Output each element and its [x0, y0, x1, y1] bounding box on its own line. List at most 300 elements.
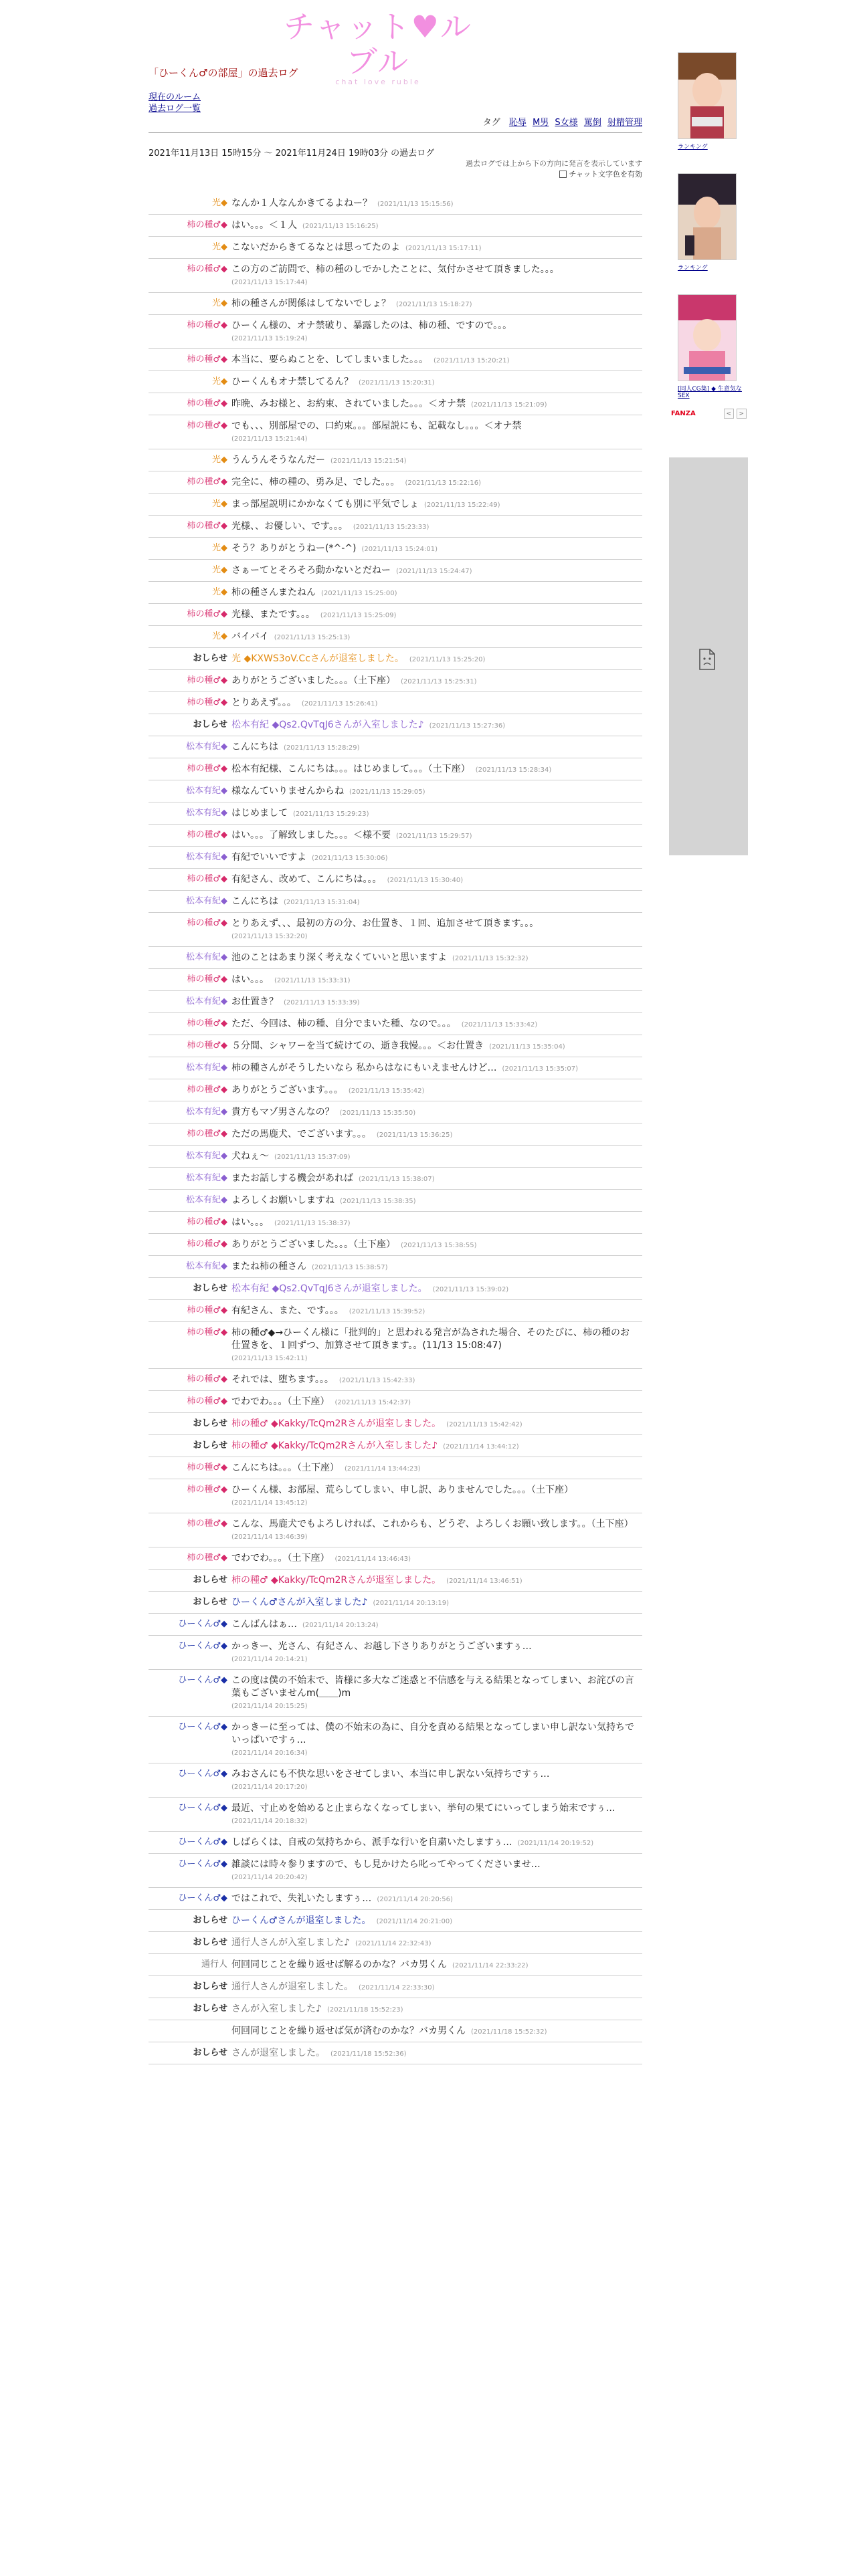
chat-message — [149, 1636, 642, 1670]
timestamp: (2021/11/13 15:29:57) — [396, 833, 472, 840]
site-logo[interactable] — [281, 9, 475, 86]
message-text: 最近、寸止めを始めると止まらなくなってしまい、挙句の果てにいってしまう始末ですぅ… — [231, 1803, 615, 1814]
notice-label: おしらせ — [193, 1937, 227, 1947]
message-body — [231, 1062, 642, 1075]
broken-image-icon — [698, 649, 716, 670]
message-text: 松本有紀 ◆Qs2.QvTqJ6さんが退室しました。 — [231, 1283, 427, 1294]
timestamp: (2021/11/13 15:39:52) — [349, 1308, 425, 1315]
message-text: 犬ねぇ〜 — [231, 1151, 269, 1162]
timestamp: (2021/11/14 13:44:12) — [443, 1443, 519, 1451]
message-text: この方のご訪問で、柿の種のしでかしたことに、気付かさせて頂きました。。。 — [231, 264, 559, 275]
timestamp: (2021/11/13 15:30:40) — [387, 877, 464, 884]
speaker-name: 柿の種♂◆ — [187, 1485, 227, 1495]
chat-message — [149, 1123, 642, 1146]
notice-label: おしらせ — [193, 720, 227, 730]
speaker-name: 光◆ — [212, 543, 227, 553]
chat-message — [149, 1547, 642, 1570]
message-text: はい。。。 — [231, 974, 269, 985]
message-body — [231, 653, 642, 666]
message-body — [231, 895, 642, 909]
timestamp: (2021/11/13 15:25:20) — [409, 656, 486, 663]
timestamp: (2021/11/13 15:42:42) — [446, 1421, 522, 1428]
ad-illustration-icon — [678, 295, 736, 381]
timestamp: (2021/11/13 15:42:11) — [231, 1355, 308, 1362]
speaker-name: 柿の種♂◆ — [187, 399, 227, 409]
timestamp: (2021/11/14 20:13:19) — [373, 1600, 450, 1607]
message-text: みおさんにも不快な思いをさせてしまい、本当に申し訳ない気持ちですぅ… — [231, 1769, 550, 1780]
chat-message — [149, 969, 642, 991]
chat-color-toggle[interactable] — [559, 169, 642, 179]
chat-message — [149, 802, 642, 825]
chat-message — [149, 869, 642, 891]
timestamp: (2021/11/13 15:38:37) — [274, 1220, 351, 1227]
message-text: 何回同じことを繰り返せば解るのかな？バカ男くん — [231, 1959, 447, 1970]
ad-placeholder[interactable] — [669, 457, 748, 855]
speaker-name: ひーくん♂◆ — [178, 1803, 227, 1813]
speaker-name: 柿の種♂◆ — [187, 609, 227, 619]
message-body — [231, 263, 642, 289]
timestamp: (2021/11/18 15:52:23) — [326, 2006, 403, 2014]
speaker-name: 松本有紀◆ — [186, 1151, 227, 1161]
chat-message — [149, 1234, 642, 1256]
chat-message — [149, 1035, 642, 1057]
chat-message — [149, 1763, 642, 1798]
message-body — [231, 197, 642, 211]
speaker-name: 光◆ — [212, 455, 227, 465]
ad-caption[interactable]: ランキング — [678, 144, 708, 150]
timestamp: (2021/11/13 15:18:27) — [396, 301, 472, 308]
message-text: ただの馬鹿犬、でございます。。。 — [231, 1129, 371, 1140]
timestamp: (2021/11/13 15:38:07) — [359, 1176, 435, 1183]
timestamp: (2021/11/13 15:32:32) — [452, 955, 529, 962]
message-text: 昨晩、みお様と、お約束、されていました。。。＜オナ禁 — [231, 399, 466, 409]
chat-message — [149, 560, 642, 582]
chat-message — [149, 1278, 642, 1300]
timestamp: (2021/11/14 13:46:39) — [231, 1533, 308, 1541]
speaker-name: 柿の種♂◆ — [187, 1374, 227, 1384]
speaker-name: 松本有紀◆ — [186, 742, 227, 752]
message-body — [231, 1172, 642, 1186]
message-text: 通行人さんが入室しました♪ — [231, 1937, 350, 1948]
timestamp: (2021/11/13 15:35:07) — [502, 1065, 578, 1073]
tag-link[interactable]: 罵倒 — [583, 118, 601, 128]
chat-message — [149, 582, 642, 604]
speaker-name: 柿の種♂◆ — [187, 918, 227, 928]
tag-link[interactable]: S女様 — [555, 118, 578, 128]
timestamp: (2021/11/14 20:21:00) — [376, 1918, 453, 1925]
timestamp: (2021/11/13 15:21:09) — [471, 401, 547, 409]
timestamp: (2021/11/13 15:24:01) — [361, 546, 438, 553]
message-body — [231, 1484, 642, 1509]
message-text: またね柿の種さん — [231, 1261, 306, 1272]
chat-log — [149, 193, 642, 2064]
notice-label: おしらせ — [193, 1418, 227, 1428]
message-text: ひーくんもオナ禁してるん？ — [231, 377, 353, 387]
speaker-name: 光◆ — [212, 242, 227, 252]
speaker-name: 柿の種♂◆ — [187, 974, 227, 984]
message-body — [231, 241, 642, 255]
next-button[interactable]: > — [737, 409, 747, 419]
message-body — [231, 376, 642, 389]
speaker-name: 松本有紀◆ — [186, 786, 227, 796]
message-body — [231, 609, 642, 622]
prev-button[interactable]: < — [724, 409, 734, 419]
message-text: 雑談には時々参りますので、もし見かけたら叱ってやってくださいませ… — [231, 1859, 541, 1870]
message-text: 本当に、要らぬことを、してしまいました。。。 — [231, 354, 428, 365]
speaker-name: 柿の種♂◆ — [187, 764, 227, 774]
order-note: 過去ログでは上から下の方向に発言を表示しています — [466, 159, 642, 168]
message-body — [231, 1462, 642, 1475]
timestamp: (2021/11/14 20:17:20) — [231, 1784, 308, 1791]
tag-link[interactable]: 射精管理 — [607, 118, 642, 128]
message-text: とりあえず、、、最初の方の分、お仕置き、１回、追加させて頂きます。。。 — [231, 918, 539, 929]
ad-image[interactable] — [678, 173, 737, 260]
timestamp: (2021/11/14 22:32:43) — [355, 1940, 432, 1947]
chat-message — [149, 1212, 642, 1234]
message-text: まっ部屋説明にかかなくても別に平気でしょ — [231, 499, 419, 510]
notice-label: おしらせ — [193, 1283, 227, 1293]
tags-label: タグ — [482, 118, 500, 128]
chat-message — [149, 1101, 642, 1123]
chat-message — [149, 947, 642, 969]
chat-message — [149, 1168, 642, 1190]
chat-message — [149, 1888, 642, 1910]
message-body — [231, 1305, 642, 1318]
timestamp: (2021/11/13 15:29:23) — [293, 811, 369, 818]
speaker-name: 柿の種♂◆ — [187, 1463, 227, 1473]
timestamp: (2021/11/13 15:32:20) — [231, 933, 308, 940]
timestamp: (2021/11/13 15:35:04) — [489, 1043, 565, 1051]
message-body — [231, 996, 642, 1009]
chat-message — [149, 471, 642, 494]
speaker-name: 柿の種♂◆ — [187, 1553, 227, 1563]
message-body — [231, 1618, 642, 1632]
timestamp: (2021/11/13 15:17:11) — [405, 245, 482, 252]
message-body — [231, 564, 642, 578]
message-text: 柿の種さんが関係はしてないでしょ？ — [231, 298, 391, 309]
message-text: 光様、、お優しい、です。。。 — [231, 521, 348, 532]
timestamp: (2021/11/13 15:23:33) — [353, 524, 430, 531]
tags-row — [149, 115, 642, 128]
message-text: ひーくん♂さんが入室しました♪ — [231, 1597, 368, 1608]
message-text: 様なんていりませんからね — [231, 786, 344, 796]
message-text: ひーくん様、お部屋、荒らしてしまい、申し訳、ありませんでした。。。（土下座） — [231, 1485, 573, 1495]
message-body — [231, 1150, 642, 1164]
message-text: 柿の種♂ ◆Kakky/TcQm2Rさんが退室しました。 — [231, 1418, 442, 1429]
log-list-link[interactable]: 過去ログ一覧 — [149, 104, 201, 114]
speaker-name: 柿の種♂◆ — [187, 264, 227, 274]
chat-message — [149, 1854, 642, 1888]
message-body — [231, 1915, 642, 1928]
speaker-name: 柿の種♂◆ — [187, 1018, 227, 1029]
message-body — [231, 498, 642, 512]
chat-message — [149, 1932, 642, 1954]
ad-caption[interactable]: ランキング — [678, 265, 708, 272]
message-body — [231, 1574, 642, 1588]
notice-label: おしらせ — [193, 1915, 227, 1925]
message-body — [231, 1216, 642, 1230]
chat-message — [149, 604, 642, 626]
notice-label: おしらせ — [193, 653, 227, 663]
chat-message — [149, 1976, 642, 1998]
speaker-name: 柿の種♂◆ — [187, 1217, 227, 1227]
message-body — [231, 1327, 642, 1365]
chat-message — [149, 371, 642, 393]
timestamp: (2021/11/14 22:33:22) — [452, 1962, 529, 1969]
chat-message — [149, 1146, 642, 1168]
message-text: 松本有紀 ◆Qs2.QvTqJ6さんが入室しました♪ — [231, 720, 424, 730]
message-text: ひーくん♂さんが退室しました。 — [231, 1915, 371, 1926]
message-text: ５分間、シャワーを当て続けての、逝き我慢。。。＜お仕置き — [231, 1041, 484, 1051]
message-text: 有紀さん、改めて、こんにちは。。。 — [231, 874, 382, 885]
chat-message — [149, 237, 642, 259]
chat-message — [149, 758, 642, 780]
message-text: 池のことはあまり深く考えなくていいと思いますよ — [231, 952, 447, 963]
message-body — [231, 1239, 642, 1252]
timestamp: (2021/11/13 15:27:36) — [429, 722, 506, 730]
speaker-name: ひーくん♂◆ — [178, 1641, 227, 1651]
timestamp: (2021/11/13 15:38:57) — [312, 1264, 388, 1271]
timestamp: (2021/11/18 15:52:36) — [330, 2050, 407, 2058]
speaker-name: 通行人 — [201, 1959, 227, 1969]
sidebar — [669, 45, 748, 419]
message-text: 有紀さん、また、です。。。 — [231, 1305, 344, 1316]
message-body — [231, 631, 642, 644]
speaker-name: 松本有紀◆ — [186, 1261, 227, 1271]
timestamp: (2021/11/13 15:38:55) — [401, 1242, 477, 1249]
message-body — [231, 851, 642, 865]
timestamp: (2021/11/13 15:25:31) — [401, 678, 477, 685]
message-body — [231, 1836, 642, 1850]
speaker-name: 光◆ — [212, 298, 227, 308]
chat-message — [149, 1256, 642, 1278]
chat-message — [149, 1570, 642, 1592]
message-body — [231, 1596, 642, 1610]
notice-label: おしらせ — [193, 1597, 227, 1607]
speaker-name: 松本有紀◆ — [186, 1063, 227, 1073]
message-text: この度は僕の不始末で、皆様に多大なご迷惑と不信感を与える結果となってしまい、お詫びの言葉もございませんm(＿＿)m — [231, 1675, 634, 1699]
notice-label: おしらせ — [193, 1440, 227, 1451]
chat-message — [149, 2042, 642, 2064]
timestamp: (2021/11/13 15:28:34) — [475, 766, 552, 774]
message-text: 柿の種♂◆→ひーくん様に「批判的」と思われる発言が為された場合、そのたびに、柿の種のお仕置きを、１回ずつ、加算させて頂きます。。(11/13 15:08:47) — [231, 1327, 630, 1351]
timestamp: (2021/11/14 20:16:34) — [231, 1749, 308, 1757]
message-text: ありがとうございました。。。（土下座） — [231, 1239, 395, 1250]
speaker-name: 柿の種♂◆ — [187, 1239, 227, 1249]
speaker-name: 柿の種♂◆ — [187, 421, 227, 431]
speaker-name: 光◆ — [212, 377, 227, 387]
speaker-name: ひーくん♂◆ — [178, 1619, 227, 1629]
notice-label: おしらせ — [193, 1981, 227, 1992]
message-text: ひーくん様の、オナ禁破り、暴露したのは、柿の種、ですので。。。 — [231, 320, 512, 331]
ad-caption[interactable]: [同人CG集] ◆ 生意気なSEX — [678, 386, 742, 399]
speaker-name: 光◆ — [212, 499, 227, 509]
timestamp: (2021/11/13 15:35:50) — [339, 1109, 416, 1117]
notice-label: おしらせ — [193, 2004, 227, 2014]
chat-message — [149, 1832, 642, 1854]
chat-message — [149, 692, 642, 714]
message-body — [231, 420, 642, 445]
ad-image[interactable] — [678, 294, 737, 381]
speaker-name: 柿の種♂◆ — [187, 320, 227, 330]
message-body — [231, 2047, 642, 2060]
timestamp: (2021/11/13 15:38:35) — [340, 1198, 416, 1205]
current-room-link[interactable]: 現在のルーム — [149, 92, 201, 102]
timestamp: (2021/11/13 15:22:49) — [424, 502, 500, 509]
ad-image[interactable] — [678, 52, 737, 139]
message-body — [231, 1959, 642, 1972]
speaker-name: ひーくん♂◆ — [178, 1837, 227, 1847]
timestamp: (2021/11/13 15:33:42) — [461, 1021, 538, 1029]
message-body — [231, 1040, 642, 1053]
notice-label: おしらせ — [193, 1575, 227, 1585]
chat-message — [149, 1190, 642, 1212]
tag-link[interactable]: M男 — [533, 118, 549, 128]
message-text: 有紀でいいですよ — [231, 852, 306, 863]
chat-message — [149, 449, 642, 471]
message-body — [231, 298, 642, 311]
chat-message — [149, 1322, 642, 1369]
message-body — [231, 1261, 642, 1274]
timestamp: (2021/11/14 13:44:23) — [345, 1465, 421, 1473]
chat-message — [149, 516, 642, 538]
logo-text: チャット♥ルブル — [284, 9, 472, 80]
speaker-name: 柿の種♂◆ — [187, 1519, 227, 1529]
message-text: なんか１人なんかきてるよねー？ — [231, 198, 372, 209]
message-text: はじめまして — [231, 808, 288, 819]
timestamp: (2021/11/18 15:52:32) — [471, 2028, 547, 2036]
speaker-name: 光◆ — [212, 198, 227, 208]
timestamp: (2021/11/13 15:39:02) — [432, 1286, 509, 1293]
speaker-name: ひーくん♂◆ — [178, 1675, 227, 1685]
message-body — [231, 1374, 642, 1387]
message-body — [231, 1440, 642, 1453]
chat-message — [149, 259, 642, 293]
timestamp: (2021/11/13 15:30:06) — [312, 855, 388, 862]
chat-message — [149, 1079, 642, 1101]
timestamp: (2021/11/13 15:37:09) — [274, 1154, 351, 1161]
chat-message — [149, 2020, 642, 2042]
message-body — [231, 454, 642, 467]
chat-message — [149, 1910, 642, 1932]
message-body — [231, 1194, 642, 1208]
message-text: またお話しする機会があれば — [231, 1173, 353, 1184]
timestamp: (2021/11/14 20:13:24) — [302, 1622, 379, 1629]
chat-message — [149, 494, 642, 516]
chat-message — [149, 193, 642, 215]
message-text: お仕置き？ — [231, 996, 278, 1007]
timestamp: (2021/11/13 15:35:42) — [348, 1087, 425, 1095]
timestamp: (2021/11/14 13:45:12) — [231, 1499, 308, 1507]
ad-illustration-icon — [678, 53, 736, 138]
speaker-name: 柿の種♂◆ — [187, 1129, 227, 1139]
chat-message — [149, 415, 642, 449]
date-range: 2021年11月13日 15時15分 ～ 2021年11月24日 19時03分 の過去ログ — [149, 148, 435, 158]
chat-message — [149, 1479, 642, 1513]
chat-message — [149, 1513, 642, 1547]
chat-message — [149, 891, 642, 913]
speaker-name: 松本有紀◆ — [186, 952, 227, 962]
message-body — [231, 1981, 642, 1994]
timestamp: (2021/11/14 22:33:30) — [359, 1984, 435, 1992]
speaker-name: 柿の種♂◆ — [187, 521, 227, 531]
chat-message — [149, 1057, 642, 1079]
message-text: 光様、またです。。。 — [231, 609, 315, 620]
chat-message — [149, 1413, 642, 1435]
speaker-name: 光◆ — [212, 565, 227, 575]
chat-message — [149, 714, 642, 736]
speaker-name: ひーくん♂◆ — [178, 1893, 227, 1903]
message-text: はい。。。 — [231, 1217, 269, 1228]
message-text: 光 ◆KXWS3oV.Ccさんが退室しました。 — [231, 653, 404, 664]
speaker-name: 松本有紀◆ — [186, 1173, 227, 1183]
message-text: でわでわ。。。（土下座） — [231, 1396, 330, 1407]
message-body — [231, 741, 642, 754]
timestamp: (2021/11/14 20:18:32) — [231, 1818, 308, 1825]
chat-message — [149, 538, 642, 560]
speaker-name: 松本有紀◆ — [186, 996, 227, 1006]
message-text: かっきーに至っては、僕の不始末の為に、自分を責める結果となってしまい申し訳ない気持ちでいっぱいですぅ… — [231, 1722, 634, 1745]
notice-label: おしらせ — [193, 2048, 227, 2058]
chat-message — [149, 626, 642, 648]
message-text: こんな、馬鹿犬でもよろしければ、これからも、どうぞ、よろしくお願い致します。。（土下座） — [231, 1519, 634, 1529]
timestamp: (2021/11/14 20:20:56) — [377, 1896, 453, 1903]
message-body — [231, 1552, 642, 1566]
chat-message — [149, 1457, 642, 1479]
message-text: しばらくは、自戒の気持ちから、派手な行いを自粛いたしますぅ… — [231, 1837, 512, 1848]
speaker-name: 松本有紀◆ — [186, 808, 227, 818]
speaker-name: 松本有紀◆ — [186, 852, 227, 862]
chat-message — [149, 780, 642, 802]
message-body — [231, 354, 642, 367]
chat-message — [149, 991, 642, 1013]
checkbox[interactable] — [559, 171, 567, 178]
message-body — [231, 1518, 642, 1543]
message-body — [231, 2025, 642, 2038]
message-body — [231, 1084, 642, 1097]
message-body — [231, 320, 642, 345]
message-body — [231, 1721, 642, 1759]
message-body — [231, 675, 642, 688]
message-body — [231, 918, 642, 943]
message-body — [231, 1128, 642, 1142]
timestamp: (2021/11/13 15:31:04) — [284, 899, 360, 906]
timestamp: (2021/11/13 15:25:00) — [321, 590, 397, 597]
logo-subtext: chat love ruble — [335, 78, 421, 86]
timestamp: (2021/11/13 15:22:16) — [405, 479, 481, 487]
message-text: 柿の種♂ ◆Kakky/TcQm2Rさんが退室しました。 — [231, 1575, 442, 1586]
timestamp: (2021/11/13 15:17:44) — [231, 279, 308, 286]
message-text: 完全に、柿の種の、勇み足、でした。。。 — [231, 477, 400, 488]
tag-link[interactable]: 恥辱 — [508, 118, 527, 128]
speaker-name: 柿の種♂◆ — [187, 354, 227, 364]
message-body — [231, 1675, 642, 1713]
chat-message — [149, 1798, 642, 1832]
message-body — [231, 1283, 642, 1296]
message-text: はい。。。了解致しました。。。＜様不要 — [231, 830, 391, 841]
message-text: ありがとうございました。。。（土下座） — [231, 675, 395, 686]
message-text: 柿の種♂ ◆Kakky/TcQm2Rさんが入室しました♪ — [231, 1440, 438, 1451]
nav-links — [149, 92, 201, 114]
message-text: こんにちは — [231, 742, 278, 752]
message-body — [231, 1802, 642, 1828]
message-body — [231, 1018, 642, 1031]
speaker-name — [149, 2025, 231, 2038]
fanza-logo[interactable]: FANZA — [671, 410, 696, 417]
chat-message — [149, 670, 642, 692]
timestamp: (2021/11/14 13:46:51) — [446, 1578, 522, 1585]
message-body — [231, 1937, 642, 1950]
